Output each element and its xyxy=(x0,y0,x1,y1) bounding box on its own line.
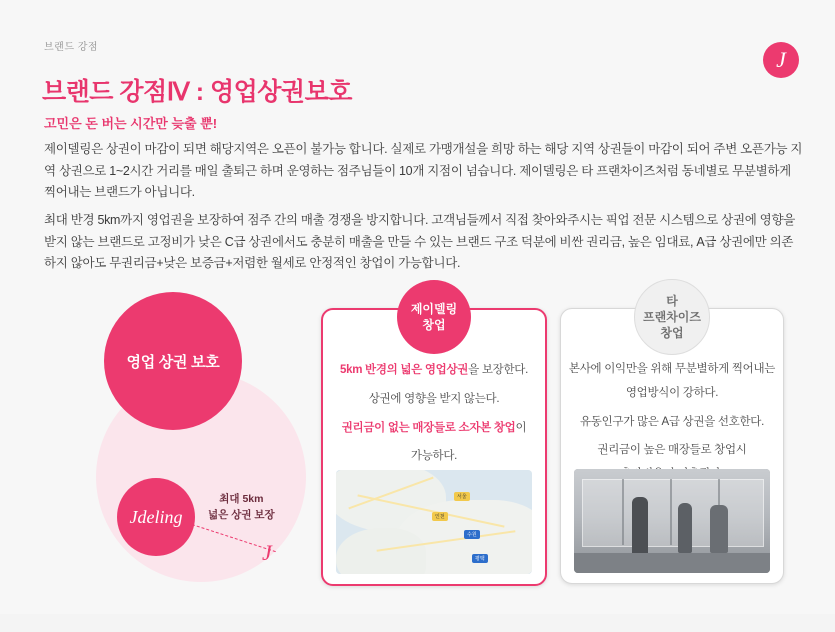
map-thumbnail[interactable] xyxy=(336,470,532,574)
body-paragraph-2: 최대 반경 5km까지 영업권을 보장하여 점주 간의 매출 경쟁을 방지합니다. 고객님들께서 직접 찾아와주시는 픽업 전문 시스템으로 상권에 영향을 받지 않는 브랜드로 고정비가 낮은 C급 상권에서도 충분히 매출을 만들 수 있는 브랜드 구조 덕분에 비싼 권리금, 높은 임대료, A급 상권에만 의존하지 않아도 무권리금+낮은 보증금+저렴한 월세로 안정적인 창업이 가능합니다. xyxy=(44,213,796,270)
territory-protection-badge: 영업 상권 보호 xyxy=(104,292,242,430)
card-jdeling-text xyxy=(323,362,545,477)
card-jdeling-line-4: 가능하다. xyxy=(410,450,458,463)
photo-person-2 xyxy=(678,503,692,553)
card-other-line-1: 본사에 이익만을 위해 무분별하게 찍어내는 xyxy=(568,363,776,375)
card-jdeling-line-1 xyxy=(323,362,545,380)
radius-label-line2: 넓은 상권 보장 xyxy=(208,508,275,521)
photo-mullion-1 xyxy=(622,479,624,545)
card-jdeling-badge-line1: 제이델링 xyxy=(410,301,458,316)
radius-label xyxy=(208,492,275,524)
page-subtitle: 고민은 돈 버는 시간만 늦출 뿐! xyxy=(44,116,218,131)
card-jdeling-line-3-rest: 이 xyxy=(515,421,527,434)
card-other-franchise-badge-line1: 타 xyxy=(666,293,678,308)
card-other-franchise xyxy=(560,293,784,584)
eyebrow-label: 브랜드 강점 xyxy=(44,42,99,53)
card-jdeling-badge-line2: 창업 xyxy=(422,318,446,332)
card-jdeling-line-2: 상권에 영향을 받지 않는다. xyxy=(368,392,500,405)
photo-floor xyxy=(574,553,770,573)
photo-person-1 xyxy=(632,497,648,555)
map-pin-2[interactable]: 인천 xyxy=(432,512,448,521)
card-jdeling-line-3 xyxy=(323,420,545,438)
brand-logo-icon: J xyxy=(763,42,799,78)
storefront-photo[interactable] xyxy=(574,469,770,573)
card-jdeling-line-1-rest: 을 보장한다. xyxy=(468,364,528,376)
card-other-line-2: 영업방식이 강하다. xyxy=(625,386,719,399)
photo-person-3 xyxy=(710,505,728,553)
radius-label-line1: 최대 5km xyxy=(219,493,264,505)
card-other-line-3: 유동인구가 많은 A급 상권을 선호한다. xyxy=(580,415,764,428)
card-jdeling xyxy=(321,301,547,586)
brand-logo-circle: Jdeling xyxy=(117,478,195,556)
brand-mark-small-icon: J xyxy=(262,540,272,565)
map-pin-4[interactable]: 평택 xyxy=(472,554,488,563)
page-title: 브랜드 강점Ⅳ : 영업상권보호 xyxy=(42,78,352,106)
photo-window xyxy=(582,479,764,547)
map-pin-1[interactable]: 서울 xyxy=(454,492,470,501)
card-other-franchise-badge xyxy=(634,279,710,355)
photo-mullion-2 xyxy=(670,479,672,545)
body-paragraph-1: 제이델링은 상권이 마감이 되면 해당지역은 오픈이 불가능 합니다. 실제로 가맹개설을 희망 하는 해당 지역 상권들이 마감이 되어 주변 오픈가능 지역 상권으로 1~2시간 거리를 매일 출퇴근 하며 운영하는 점주님들이 10개 지점이 넘습니다. 제이델링은 타 프랜차이즈처럼 동네별로 무분별하게 찍어내는 브랜드가 아닙니다. xyxy=(44,142,803,199)
card-jdeling-badge xyxy=(397,280,471,354)
card-jdeling-line-1-highlight: 5km 반경의 넓은 영업상권 xyxy=(340,364,469,376)
card-jdeling-line-3-highlight: 권리금이 없는 매장들로 소자본 창업 xyxy=(341,421,516,434)
card-other-franchise-badge-line3: 창업 xyxy=(660,326,684,341)
card-other-franchise-badge-line2: 프랜차이즈 xyxy=(643,309,701,324)
card-other-line-4: 권리금이 높은 매장들로 창업시 xyxy=(597,444,747,457)
map-pin-3[interactable]: 수원 xyxy=(464,530,480,539)
